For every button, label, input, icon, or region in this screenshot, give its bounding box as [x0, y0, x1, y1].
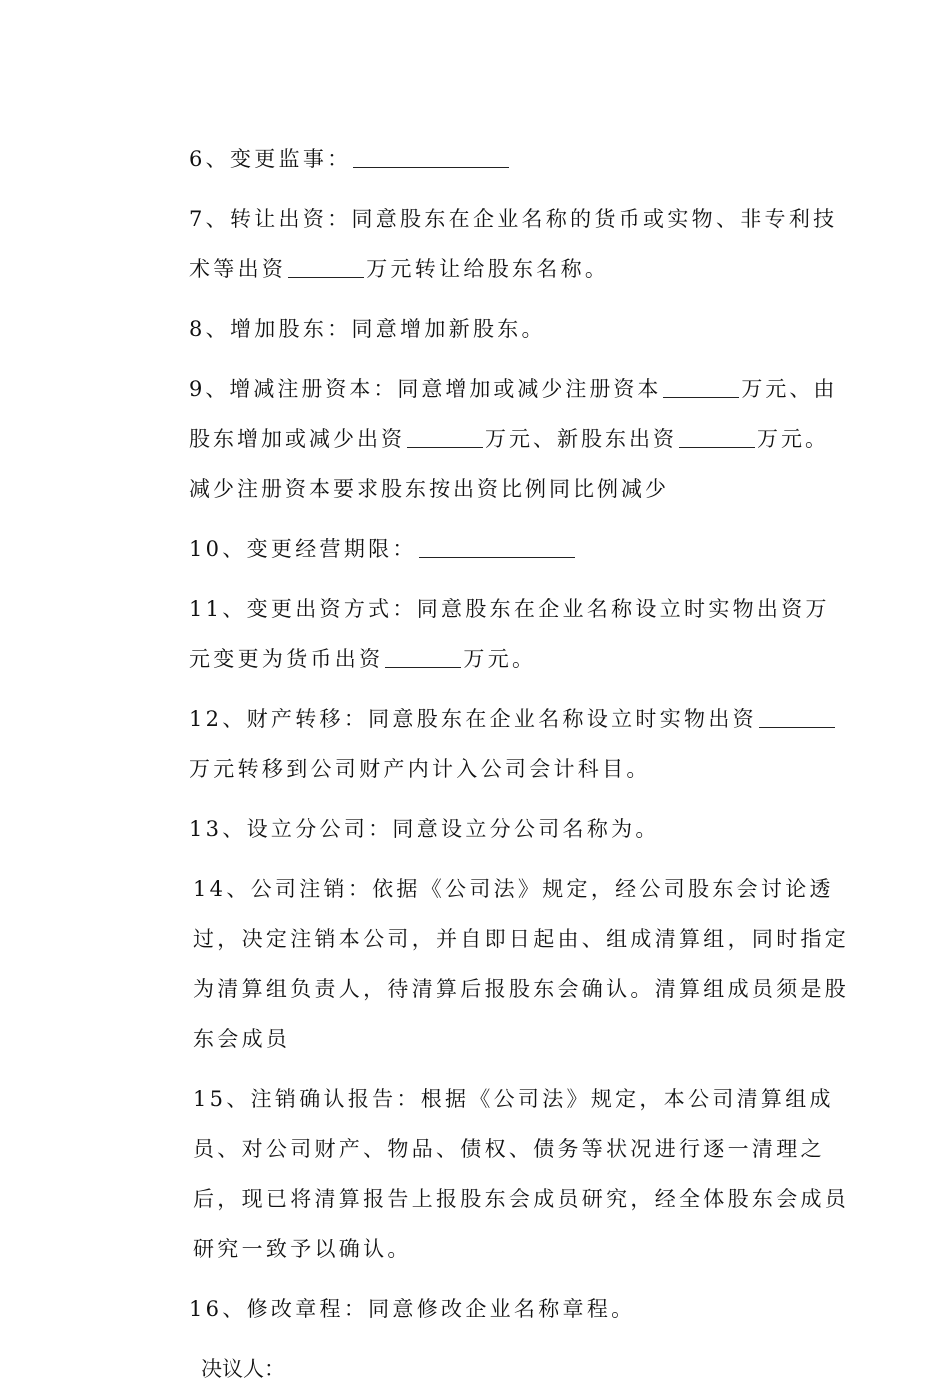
- item-15: 15、注销确认报告：根据《公司法》规定，本公司清算组成员、对公司财产、物品、债权、债务等状况进行逐一清理之后，现已将清算报告上报股东会成员研究，经全体股东会成员研究一致予以确认。: [193, 1087, 850, 1261]
- blank-line: [679, 425, 755, 448]
- item-12: 12、财产转移：同意股东在企业名称设立时实物出资万元转移到公司财产内计入公司会计科目。: [145, 694, 849, 794]
- blank-line: [385, 645, 461, 668]
- item-9: 9、增减注册资本：同意增加或减少注册资本 万元、由股东增加或减少出资 万元、新股东出资 万元。减少注册资本要求股东按出资比例同比例减少: [145, 364, 849, 514]
- item-6: 6、变更监事：: [145, 134, 849, 184]
- item-13: 13、设立分公司：同意设立分公司名称为。: [189, 817, 660, 841]
- item-10: 10、变更经营期限：: [145, 524, 849, 574]
- blank-line: [288, 255, 364, 278]
- blank-line: [353, 145, 509, 168]
- item-14: 14、公司注销：依据《公司法》规定，经公司股东会讨论透过，决定注销本公司，并自即日起由、组成清算组，同时指定为清算组负责人，待清算后报股东会确认。清算组成员须是股东会成员: [193, 877, 850, 1051]
- blank-line: [407, 425, 483, 448]
- blank-line: [419, 535, 575, 558]
- blank-line: [759, 705, 835, 728]
- blank-line: [663, 375, 739, 398]
- item-7: 7、转让出资：同意股东在企业名称的货币或实物、非专利技术等出资 万元转让给股东名称。: [189, 207, 838, 281]
- item-11: 11、变更出资方式：同意股东在企业名称设立时实物出资万元变更为货币出资 万元。: [189, 597, 830, 671]
- signer-label: 决议人：: [201, 1357, 285, 1381]
- item-16: 16、修改章程：同意修改企业名称章程。: [189, 1297, 636, 1321]
- item-8: 8、增加股东：同意增加新股东。: [189, 317, 546, 341]
